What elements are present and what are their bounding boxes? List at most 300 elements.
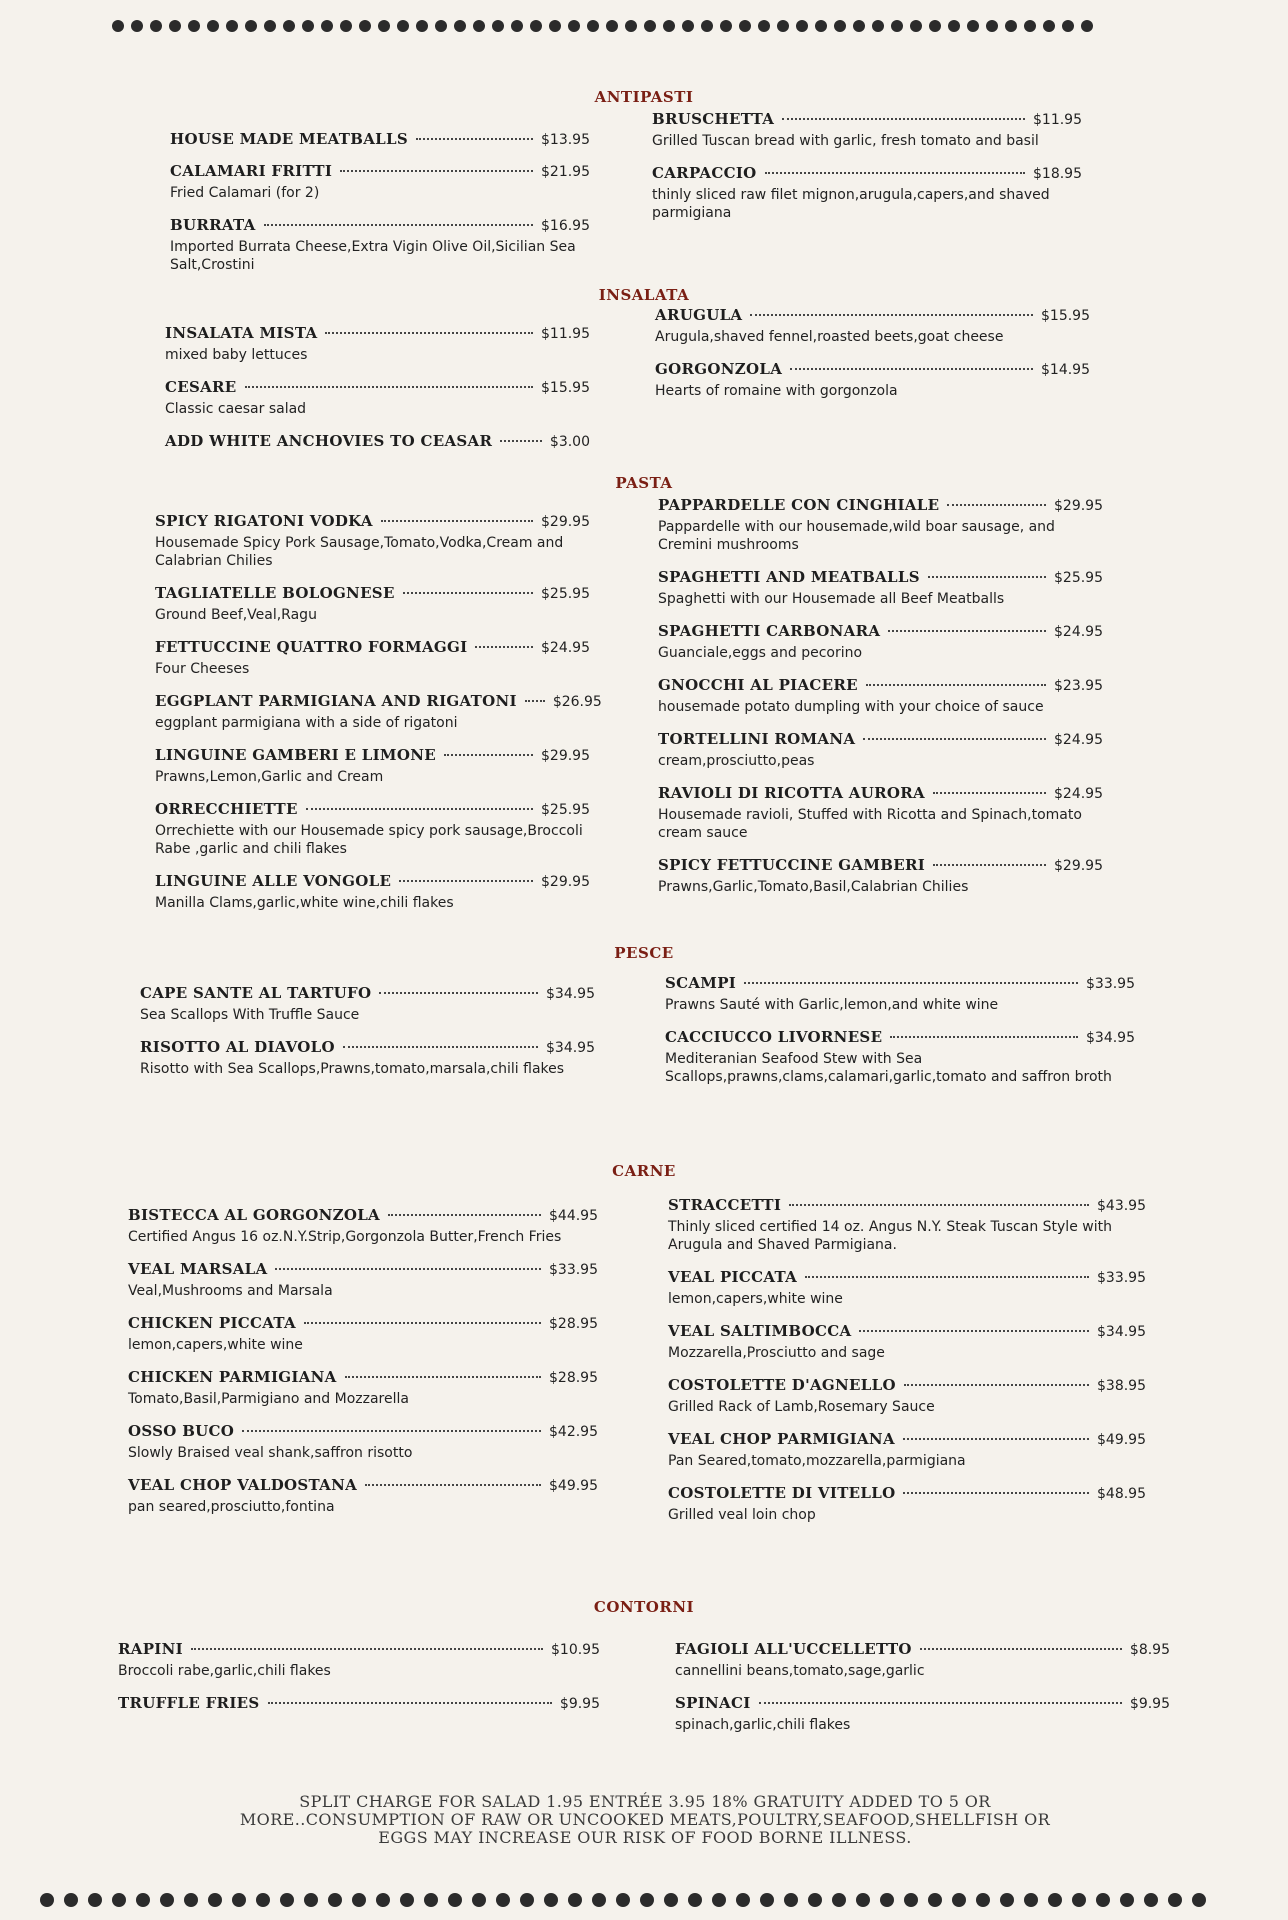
item-price: $43.95 xyxy=(1097,1198,1146,1214)
menu-item xyxy=(668,1484,1146,1524)
dot-leader xyxy=(888,630,1046,632)
item-description: Guanciale,eggs and pecorino xyxy=(658,645,863,661)
item-price: $18.95 xyxy=(1033,166,1082,182)
section-title: CARNE xyxy=(612,1162,676,1180)
dot-leader xyxy=(890,1036,1078,1038)
item-name: VEAL PICCATA xyxy=(668,1268,798,1286)
dot-leader xyxy=(191,1648,543,1650)
menu-item xyxy=(668,1268,1146,1308)
dot-leader xyxy=(325,332,533,334)
item-description: Veal,Mushrooms and Marsala xyxy=(128,1283,333,1299)
menu-item xyxy=(128,1260,598,1300)
item-name: RISOTTO AL DIAVOLO xyxy=(140,1038,335,1056)
menu-item xyxy=(668,1376,1146,1416)
binding-hole xyxy=(435,20,447,32)
menu-item xyxy=(665,974,1135,1014)
binding-hole xyxy=(112,20,124,32)
dot-leader xyxy=(403,592,533,594)
item-name: SCAMPI xyxy=(665,974,737,992)
binding-hole xyxy=(736,1893,750,1907)
menu-item xyxy=(658,784,1103,842)
menu-item xyxy=(658,730,1103,770)
binding-hole xyxy=(88,1893,102,1907)
binding-hole xyxy=(424,1893,438,1907)
item-description: Grilled Rack of Lamb,Rosemary Sauce xyxy=(668,1399,935,1415)
footer-line: EGGS MAY INCREASE OUR RISK OF FOOD BORNE ILLNESS. xyxy=(378,1828,912,1847)
binding-hole xyxy=(340,20,352,32)
menu-item xyxy=(658,856,1103,896)
left-column xyxy=(118,1640,600,1726)
item-name: SPICY FETTUCCINE GAMBERI xyxy=(658,856,926,874)
item-name: ORRECCHIETTE xyxy=(155,800,298,818)
item-description: Housemade ravioli, Stuffed with Ricotta and Spinach,tomato cream sauce xyxy=(658,807,1082,841)
dot-leader xyxy=(903,1492,1089,1494)
binding-hole xyxy=(188,20,200,32)
binding-hole xyxy=(1096,1893,1110,1907)
item-price: $49.95 xyxy=(1097,1432,1146,1448)
dot-leader xyxy=(866,684,1046,686)
menu-item xyxy=(140,984,595,1024)
section-title: ANTIPASTI xyxy=(594,88,694,106)
section-title: INSALATA xyxy=(598,286,690,304)
binding-hole xyxy=(226,20,238,32)
binding-hole xyxy=(184,1893,198,1907)
binding-hole xyxy=(853,20,865,32)
binding-hole xyxy=(720,20,732,32)
item-description: Grilled veal loin chop xyxy=(668,1507,816,1523)
binding-hole xyxy=(928,1893,942,1907)
binding-hole xyxy=(131,20,143,32)
binding-holes-top xyxy=(112,20,1093,32)
binding-hole xyxy=(530,20,542,32)
item-description: Certified Angus 16 oz.N.Y.Strip,Gorgonzola Butter,French Fries xyxy=(128,1229,562,1245)
dot-leader xyxy=(920,1648,1122,1650)
item-name: CARPACCIO xyxy=(652,164,757,182)
menu-item xyxy=(155,692,602,732)
dot-leader xyxy=(399,880,533,882)
item-name: TORTELLINI ROMANA xyxy=(658,730,856,748)
item-description: cannellini beans,tomato,sage,garlic xyxy=(675,1663,925,1679)
binding-hole xyxy=(400,1893,414,1907)
dot-leader xyxy=(789,1204,1089,1206)
binding-hole xyxy=(280,1893,294,1907)
menu-item xyxy=(658,568,1103,608)
item-name: FETTUCCINE QUATTRO FORMAGGI xyxy=(155,638,468,656)
item-name: TAGLIATELLE BOLOGNESE xyxy=(155,584,395,602)
item-price: $28.95 xyxy=(549,1316,598,1332)
binding-hole xyxy=(872,20,884,32)
binding-hole xyxy=(112,1893,126,1907)
binding-hole xyxy=(777,20,789,32)
menu-item xyxy=(655,306,1090,346)
item-name: VEAL CHOP PARMIGIANA xyxy=(668,1430,895,1448)
item-name: ADD WHITE ANCHOVIES TO CEASAR xyxy=(165,432,493,450)
menu-item xyxy=(652,110,1082,150)
binding-hole xyxy=(682,20,694,32)
item-name: RAVIOLI DI RICOTTA AURORA xyxy=(658,784,925,802)
item-price: $33.95 xyxy=(1086,976,1135,992)
item-description: pan seared,prosciutto,fontina xyxy=(128,1499,335,1515)
menu-item xyxy=(128,1206,598,1246)
dot-leader xyxy=(805,1276,1089,1278)
item-description: cream,prosciutto,peas xyxy=(658,753,815,769)
menu-item xyxy=(118,1694,600,1712)
binding-hole xyxy=(891,20,903,32)
item-price: $29.95 xyxy=(541,514,590,530)
item-description: eggplant parmigiana with a side of rigatoni xyxy=(155,715,458,731)
dot-leader xyxy=(379,992,538,994)
binding-hole xyxy=(264,20,276,32)
item-description: Housemade Spicy Pork Sausage,Tomato,Vodka,Cream and Calabrian Chilies xyxy=(155,535,564,569)
item-name: COSTOLETTE D'AGNELLO xyxy=(668,1376,896,1394)
item-name: ARUGULA xyxy=(655,306,743,324)
menu-item xyxy=(675,1694,1170,1734)
binding-hole xyxy=(834,20,846,32)
dot-leader xyxy=(904,1384,1089,1386)
item-price: $9.95 xyxy=(559,1696,600,1712)
item-price: $15.95 xyxy=(541,380,590,396)
binding-hole xyxy=(40,1893,54,1907)
item-price: $15.95 xyxy=(1041,308,1090,324)
binding-hole xyxy=(712,1893,726,1907)
menu-item xyxy=(658,496,1103,554)
item-description: Tomato,Basil,Parmigiano and Mozzarella xyxy=(128,1391,409,1407)
binding-hole xyxy=(256,1893,270,1907)
binding-hole xyxy=(208,1893,222,1907)
binding-hole xyxy=(1005,20,1017,32)
binding-hole xyxy=(1024,1893,1038,1907)
binding-hole xyxy=(644,20,656,32)
item-name: HOUSE MADE MEATBALLS xyxy=(170,130,408,148)
menu-item xyxy=(675,1640,1170,1680)
item-name: LINGUINE ALLE VONGOLE xyxy=(155,872,392,890)
binding-hole xyxy=(1024,20,1036,32)
binding-hole xyxy=(150,20,162,32)
binding-hole xyxy=(929,20,941,32)
item-price: $13.95 xyxy=(541,132,590,148)
menu-item xyxy=(658,676,1103,716)
item-name: VEAL CHOP VALDOSTANA xyxy=(128,1476,358,1494)
item-price: $34.95 xyxy=(1097,1324,1146,1340)
item-name: COSTOLETTE DI VITELLO xyxy=(668,1484,896,1502)
menu-item xyxy=(668,1430,1146,1470)
binding-hole xyxy=(496,1893,510,1907)
menu-item xyxy=(128,1314,598,1354)
item-name: RAPINI xyxy=(118,1640,183,1658)
right-column xyxy=(675,1640,1170,1748)
binding-hole xyxy=(815,20,827,32)
menu-item xyxy=(128,1368,598,1408)
binding-hole xyxy=(448,1893,462,1907)
item-price: $25.95 xyxy=(541,586,590,602)
binding-hole xyxy=(592,1893,606,1907)
item-description: Slowly Braised veal shank,saffron risotto xyxy=(128,1445,413,1461)
item-description: Prawns,Garlic,Tomato,Basil,Calabrian Chilies xyxy=(658,879,969,895)
dot-leader xyxy=(416,138,533,140)
item-price: $24.95 xyxy=(1054,732,1103,748)
binding-hole xyxy=(664,1893,678,1907)
section-title: CONTORNI xyxy=(593,1598,695,1616)
item-description: mixed baby lettuces xyxy=(165,347,308,363)
item-price: $21.95 xyxy=(541,164,590,180)
item-price: $33.95 xyxy=(1097,1270,1146,1286)
item-price: $11.95 xyxy=(1033,112,1082,128)
section-title: PESCE xyxy=(614,944,674,962)
menu-item xyxy=(155,638,590,678)
binding-hole xyxy=(606,20,618,32)
item-price: $34.95 xyxy=(546,1040,595,1056)
menu-item xyxy=(155,584,590,624)
binding-holes-bottom xyxy=(40,1893,1206,1907)
item-description: Orrechiette with our Housemade spicy pork sausage,Broccoli Rabe ,garlic and chili flakes xyxy=(155,823,583,857)
binding-hole xyxy=(245,20,257,32)
binding-hole xyxy=(701,20,713,32)
right-column xyxy=(652,110,1082,236)
item-description: lemon,capers,white wine xyxy=(128,1337,303,1353)
menu-item xyxy=(665,1028,1135,1086)
footer-line: MORE..CONSUMPTION OF RAW OR UNCOOKED MEATS,POULTRY,SEAFOOD,SHELLFISH OR xyxy=(239,1810,1051,1829)
dot-leader xyxy=(933,864,1046,866)
binding-hole xyxy=(136,1893,150,1907)
left-column xyxy=(165,324,590,464)
binding-hole xyxy=(739,20,751,32)
item-name: SPAGHETTI CARBONARA xyxy=(658,622,881,640)
item-name: OSSO BUCO xyxy=(128,1422,235,1440)
binding-hole xyxy=(796,20,808,32)
dot-leader xyxy=(859,1330,1089,1332)
binding-hole xyxy=(1043,20,1055,32)
binding-hole xyxy=(352,1893,366,1907)
item-price: $25.95 xyxy=(541,802,590,818)
right-column xyxy=(655,306,1090,414)
item-price: $26.95 xyxy=(552,694,602,710)
menu-item xyxy=(155,746,590,786)
binding-hole xyxy=(948,20,960,32)
item-description: Thinly sliced certified 14 oz. Angus N.Y. Steak Tuscan Style with Arugula and Shaved Parmigiana. xyxy=(668,1219,1112,1253)
item-name: CESARE xyxy=(165,378,237,396)
menu-item xyxy=(155,872,590,912)
menu-item xyxy=(155,512,590,570)
binding-hole xyxy=(1048,1893,1062,1907)
binding-hole xyxy=(169,20,181,32)
item-name: CHICKEN PICCATA xyxy=(128,1314,296,1332)
binding-hole xyxy=(232,1893,246,1907)
binding-hole xyxy=(378,20,390,32)
menu-item xyxy=(170,216,590,274)
item-name: INSALATA MISTA xyxy=(165,324,318,342)
binding-hole xyxy=(207,20,219,32)
item-price: $16.95 xyxy=(541,218,590,234)
binding-hole xyxy=(416,20,428,32)
dot-leader xyxy=(947,504,1046,506)
binding-hole xyxy=(1192,1893,1206,1907)
binding-hole xyxy=(1081,20,1093,32)
binding-hole xyxy=(880,1893,894,1907)
dot-leader xyxy=(759,1702,1122,1704)
binding-hole xyxy=(967,20,979,32)
item-name: CHICKEN PARMIGIANA xyxy=(128,1368,337,1386)
item-description: Fried Calamari (for 2) xyxy=(170,185,320,201)
menu-item xyxy=(128,1422,598,1462)
dot-leader xyxy=(245,386,533,388)
item-description: lemon,capers,white wine xyxy=(668,1291,843,1307)
binding-hole xyxy=(904,1893,918,1907)
dot-leader xyxy=(444,754,533,756)
item-price: $29.95 xyxy=(1054,498,1103,514)
item-description: Mediteranian Seafood Stew with Sea Scallops,prawns,clams,calamari,garlic,tomato and saffron broth xyxy=(665,1051,1112,1085)
item-name: SPINACI xyxy=(675,1694,751,1712)
item-name: TRUFFLE FRIES xyxy=(118,1694,260,1712)
item-price: $38.95 xyxy=(1097,1378,1146,1394)
dot-leader xyxy=(340,170,533,172)
binding-hole xyxy=(976,1893,990,1907)
item-price: $8.95 xyxy=(1129,1642,1170,1658)
binding-hole xyxy=(160,1893,174,1907)
dot-leader xyxy=(933,792,1046,794)
menu-item xyxy=(118,1640,600,1680)
item-description: Spaghetti with our Housemade all Beef Meatballs xyxy=(658,591,1005,607)
section-title: PASTA xyxy=(615,474,673,492)
dot-leader xyxy=(268,1702,552,1704)
item-price: $29.95 xyxy=(541,874,590,890)
item-name: GNOCCHI AL PIACERE xyxy=(658,676,858,694)
item-description: Mozzarella,Prosciutto and sage xyxy=(668,1345,885,1361)
dot-leader xyxy=(928,576,1046,578)
dot-leader xyxy=(782,118,1025,120)
dot-leader xyxy=(765,172,1025,174)
menu-item xyxy=(668,1196,1146,1254)
right-column xyxy=(668,1196,1146,1538)
item-name: SPAGHETTI AND MEATBALLS xyxy=(658,568,920,586)
binding-hole xyxy=(472,1893,486,1907)
binding-hole xyxy=(663,20,675,32)
item-description: Prawns,Lemon,Garlic and Cream xyxy=(155,769,384,785)
item-name: BURRATA xyxy=(170,216,256,234)
item-price: $49.95 xyxy=(549,1478,598,1494)
menu-item xyxy=(128,1476,598,1516)
binding-hole xyxy=(832,1893,846,1907)
item-description: Risotto with Sea Scallops,Prawns,tomato,marsala,chili flakes xyxy=(140,1061,565,1077)
dot-leader xyxy=(306,808,533,810)
item-description: Pan Seared,tomato,mozzarella,parmigiana xyxy=(668,1453,966,1469)
item-description: spinach,garlic,chili flakes xyxy=(675,1717,851,1733)
left-column xyxy=(128,1206,598,1530)
binding-hole xyxy=(856,1893,870,1907)
binding-hole xyxy=(549,20,561,32)
binding-hole xyxy=(1144,1893,1158,1907)
dot-leader xyxy=(275,1268,541,1270)
item-name: BISTECCA AL GORGONZOLA xyxy=(128,1206,380,1224)
item-name: VEAL MARSALA xyxy=(128,1260,268,1278)
left-column xyxy=(155,512,602,926)
binding-hole xyxy=(986,20,998,32)
dot-leader xyxy=(345,1376,541,1378)
binding-hole xyxy=(616,1893,630,1907)
item-description: Four Cheeses xyxy=(155,661,250,677)
item-name: CAPE SANTE AL TARTUFO xyxy=(140,984,372,1002)
item-description: Manilla Clams,garlic,white wine,chili flakes xyxy=(155,895,454,911)
binding-hole xyxy=(492,20,504,32)
right-column xyxy=(658,496,1103,910)
left-column xyxy=(170,130,590,288)
menu-item xyxy=(170,162,590,202)
item-description: Grilled Tuscan bread with garlic, fresh tomato and basil xyxy=(652,133,1039,149)
item-description: Hearts of romaine with gorgonzola xyxy=(655,383,898,399)
item-price: $25.95 xyxy=(1054,570,1103,586)
item-price: $29.95 xyxy=(541,748,590,764)
binding-hole xyxy=(544,1893,558,1907)
binding-hole xyxy=(760,1893,774,1907)
dot-leader xyxy=(525,700,545,702)
binding-hole xyxy=(321,20,333,32)
dot-leader xyxy=(264,224,533,226)
item-description: Imported Burrata Cheese,Extra Vigin Olive Oil,Sicilian Sea Salt,Crostini xyxy=(170,239,576,273)
item-name: STRACCETTI xyxy=(668,1196,782,1214)
binding-hole xyxy=(328,1893,342,1907)
footer-notice xyxy=(130,1793,1160,1847)
item-name: BRUSCHETTA xyxy=(652,110,775,128)
binding-hole xyxy=(397,20,409,32)
dot-leader xyxy=(750,314,1033,316)
item-price: $34.95 xyxy=(546,986,595,1002)
binding-hole xyxy=(808,1893,822,1907)
item-price: $24.95 xyxy=(541,640,590,656)
item-price: $28.95 xyxy=(549,1370,598,1386)
item-price: $42.95 xyxy=(549,1424,598,1440)
left-column xyxy=(140,984,595,1092)
binding-hole xyxy=(758,20,770,32)
binding-hole xyxy=(376,1893,390,1907)
item-price: $33.95 xyxy=(549,1262,598,1278)
binding-hole xyxy=(64,1893,78,1907)
item-description: Ground Beef,Veal,Ragu xyxy=(155,607,317,623)
item-description: housemade potato dumpling with your choice of sauce xyxy=(658,699,1044,715)
right-column xyxy=(665,974,1135,1100)
item-description: Arugula,shaved fennel,roasted beets,goat cheese xyxy=(655,329,1004,345)
dot-leader xyxy=(365,1484,541,1486)
item-name: CALAMARI FRITTI xyxy=(170,162,333,180)
item-name: GORGONZOLA xyxy=(655,360,783,378)
binding-hole xyxy=(784,1893,798,1907)
dot-leader xyxy=(343,1046,538,1048)
dot-leader xyxy=(744,982,1078,984)
binding-hole xyxy=(910,20,922,32)
item-name: LINGUINE GAMBERI E LIMONE xyxy=(155,746,436,764)
item-price: $48.95 xyxy=(1097,1486,1146,1502)
item-price: $10.95 xyxy=(551,1642,600,1658)
binding-hole xyxy=(359,20,371,32)
item-price: $24.95 xyxy=(1054,786,1103,802)
binding-hole xyxy=(283,20,295,32)
dot-leader xyxy=(790,368,1033,370)
item-name: FAGIOLI ALL'UCCELLETTO xyxy=(675,1640,912,1658)
item-price: $29.95 xyxy=(1054,858,1103,874)
item-description: Broccoli rabe,garlic,chili flakes xyxy=(118,1663,331,1679)
item-name: PAPPARDELLE CON CINGHIALE xyxy=(658,496,940,514)
item-name: CACCIUCCO LIVORNESE xyxy=(665,1028,883,1046)
binding-hole xyxy=(952,1893,966,1907)
dot-leader xyxy=(388,1214,541,1216)
item-price: $24.95 xyxy=(1054,624,1103,640)
menu-item xyxy=(652,164,1082,222)
menu-item xyxy=(658,622,1103,662)
item-description: Prawns Sauté with Garlic,lemon,and white wine xyxy=(665,997,999,1013)
dot-leader xyxy=(863,738,1046,740)
menu-item xyxy=(668,1322,1146,1362)
menu-item xyxy=(140,1038,595,1078)
item-price: $3.00 xyxy=(549,434,590,450)
item-description: thinly sliced raw filet mignon,arugula,capers,and shaved parmigiana xyxy=(652,187,1050,221)
